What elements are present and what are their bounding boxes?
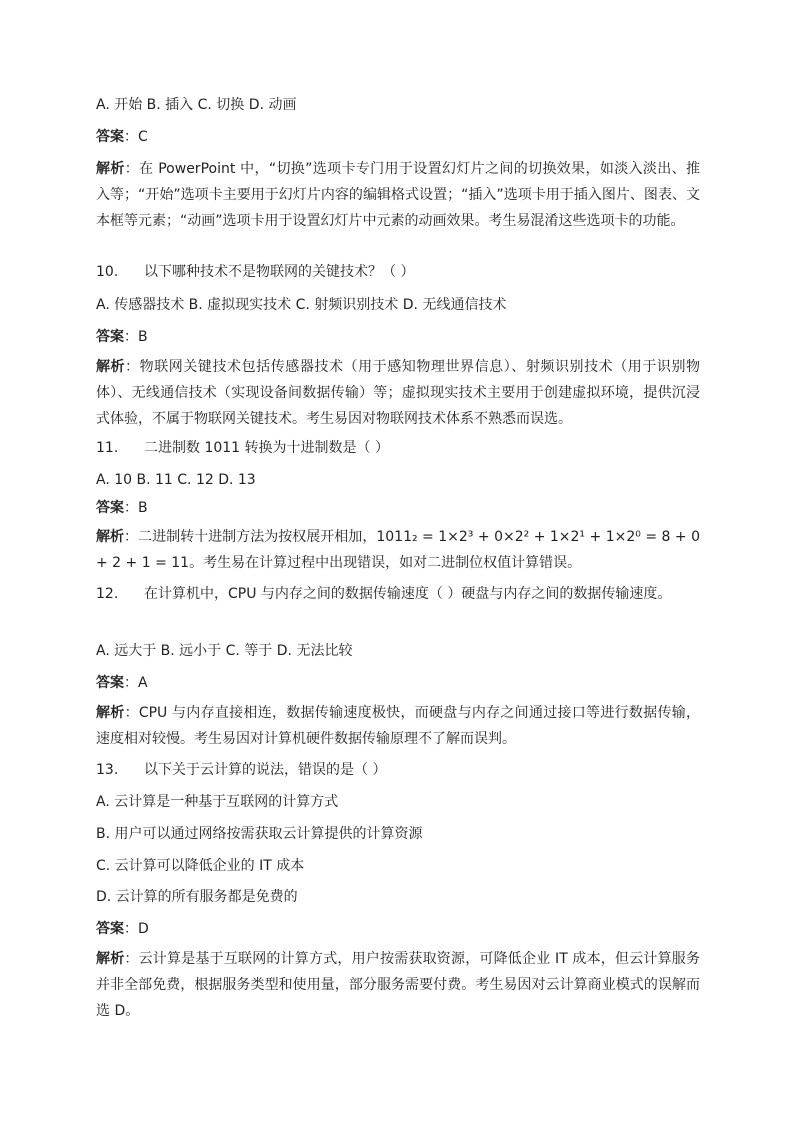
question-number: 13.: [96, 762, 119, 778]
q12-options: A. 远大于 B. 远小于 C. 等于 D. 无法比较: [96, 643, 353, 659]
q12-answer: [96, 674, 148, 692]
explanation-text: ：在 PowerPoint 中，“切换”选项卡专门用于设置幻灯片之间的切换效果，如淡入淡出、推入等；“开始”选项卡主要用于幻灯片内容的编辑格式设置；“插入”选项卡用于插入图片、图表、文本框等元素；“动画”选项卡用于设置幻灯片中元素的动画效果。考生易混淆这些选项卡的功能。: [96, 161, 701, 229]
q11-options: A. 10 B. 11 C. 12 D. 13: [96, 472, 256, 488]
answer-label: 答案: [96, 921, 124, 937]
question-text: 以下关于云计算的说法，错误的是（ ）: [144, 762, 387, 778]
q11-answer: [96, 499, 148, 517]
q11-explanation: [96, 524, 700, 576]
explanation-label: 解析: [96, 705, 125, 721]
question-text: 二进制数 1011 转换为十进制数是（ ）: [144, 440, 389, 456]
q10-options: A. 传感器技术 B. 虚拟现实技术 C. 射频识别技术 D. 无线通信技术: [96, 297, 507, 313]
question-number: 12.: [96, 586, 119, 602]
q9-explanation: [96, 156, 700, 234]
answer-value: ：A: [124, 675, 148, 691]
q13-answer: [96, 920, 149, 938]
q12-explanation: [96, 700, 700, 752]
answer-value: ：C: [124, 129, 148, 145]
explanation-label: 解析: [96, 161, 125, 177]
q13-explanation: [96, 946, 700, 1024]
q13-option-d: D. 云计算的所有服务都是免费的: [96, 889, 298, 905]
answer-value: ：D: [124, 921, 149, 937]
q13-question: [96, 761, 386, 779]
explanation-text: ：物联网关键技术包括传感器技术（用于感知物理世界信息）、射频识别技术（用于识别物体）、无线通信技术（实现设备间数据传输）等；虚拟现实技术主要用于创建虚拟环境，提供沉浸式体验，不属于物联网关键技术。考生易因对物联网技术体系不熟悉而误选。: [96, 359, 701, 427]
explanation-text: ：云计算是基于互联网的计算方式，用户按需获取资源，可降低企业 IT 成本，但云计算服务并非全部免费，根据服务类型和使用量，部分服务需要付费。考生易因对云计算商业模式的误解而选 D。: [96, 951, 700, 1019]
answer-label: 答案: [96, 129, 124, 145]
question-text: 以下哪种技术不是物联网的关键技术？（ ）: [144, 264, 415, 280]
question-number: 11.: [96, 440, 119, 456]
explanation-text: ：CPU 与内存直接相连，数据传输速度极快，而硬盘与内存之间通过接口等进行数据传输，速度相对较慢。考生易因对计算机硬件数据传输原理不了解而误判。: [96, 705, 700, 747]
q13-option-a: A. 云计算是一种基于互联网的计算方式: [96, 794, 339, 810]
explanation-label: 解析: [96, 359, 126, 375]
q12-question: [96, 581, 700, 607]
q9-answer: [96, 128, 148, 146]
q13-option-b: B. 用户可以通过网络按需获取云计算提供的计算资源: [96, 826, 423, 842]
q10-question: [96, 263, 414, 281]
question-text: 在计算机中，CPU 与内存之间的数据传输速度（ ）硬盘与内存之间的数据传输速度。: [144, 586, 672, 602]
explanation-label: 解析: [96, 951, 125, 967]
question-number: 10.: [96, 264, 119, 280]
q9-options: A. 开始 B. 插入 C. 切换 D. 动画: [96, 97, 297, 113]
explanation-label: 解析: [96, 529, 125, 545]
q10-explanation: [96, 354, 700, 432]
answer-value: ：B: [124, 329, 148, 345]
q11-question: [96, 439, 389, 457]
q13-option-c: C. 云计算可以降低企业的 IT 成本: [96, 858, 305, 874]
answer-label: 答案: [96, 500, 124, 516]
answer-label: 答案: [96, 329, 124, 345]
answer-value: ：B: [124, 500, 148, 516]
q10-answer: [96, 328, 148, 346]
answer-label: 答案: [96, 675, 124, 691]
explanation-text: ：二进制转十进制方法为按权展开相加，1011₂ = 1×2³ + 0×2² + 1×2¹ + 1×2⁰ = 8 + 0 + 2 + 1 = 11。考生易在计算过程中出现错误，如对二进制位权值计算错误。: [96, 529, 701, 571]
